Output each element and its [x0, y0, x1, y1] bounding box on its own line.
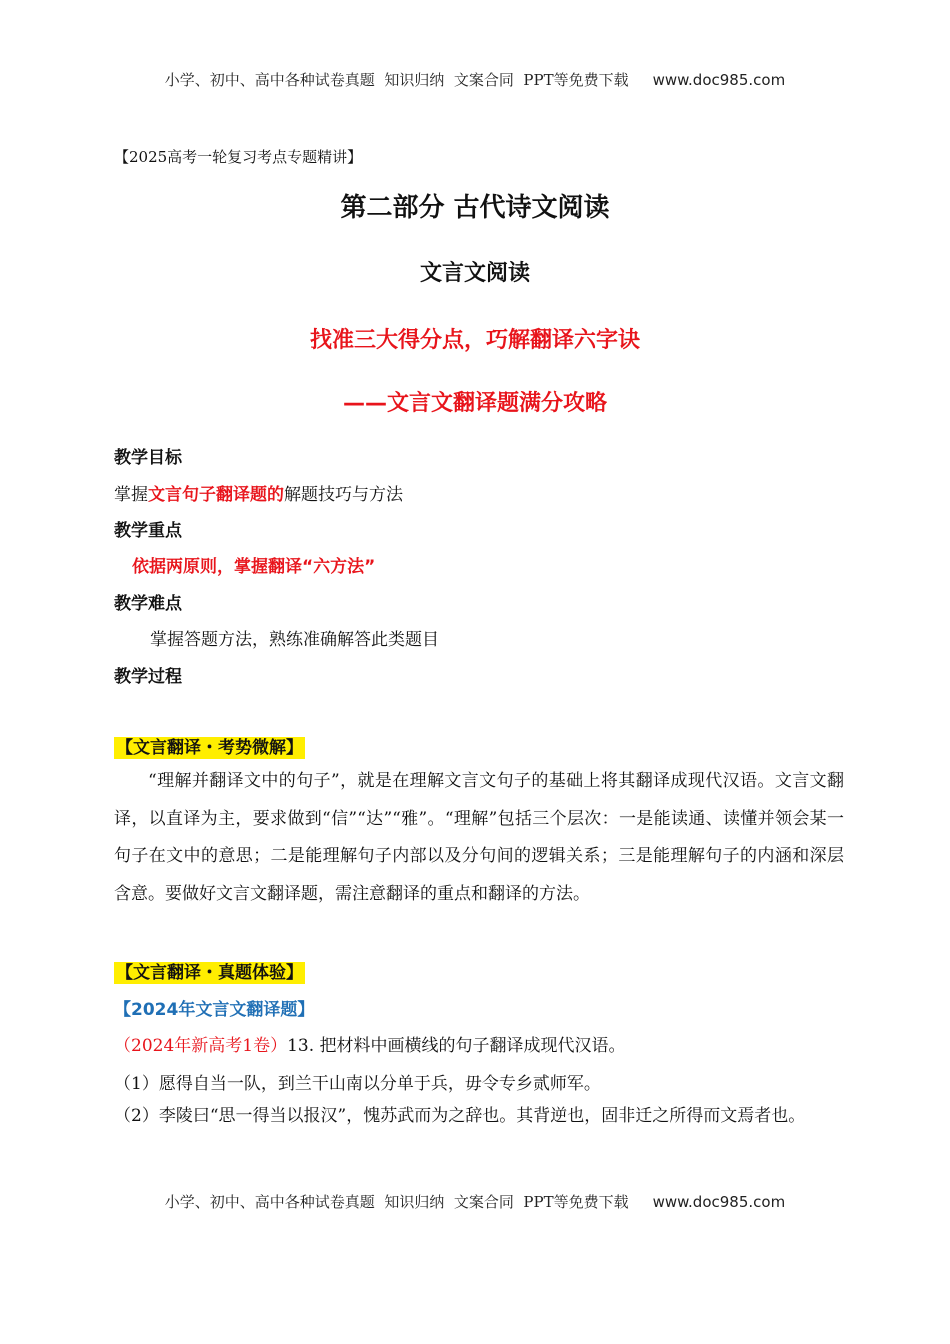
process-heading: 教学过程 [114, 667, 182, 687]
goal-heading: 教学目标 [114, 448, 182, 468]
section2-label-text: 【文言翻译・真题体验】 [116, 963, 303, 983]
footer-text: 小学、初中、高中各种试卷真题 知识归纳 文案合同 PPT等免费下载 [164, 1193, 629, 1211]
series-tag: 【2025高考一轮复习考点专题精讲】 [114, 148, 363, 166]
focus-text: 依据两原则，掌握翻译“六方法” [132, 557, 376, 577]
question-item-1: （1）愿得自当一队，到兰干山南以分单于兵，毋令专乡贰师军。 [114, 1074, 601, 1094]
focus-heading: 教学重点 [114, 521, 182, 541]
question-source: （2024年新高考1卷） [114, 1036, 288, 1056]
section1-label-text: 【文言翻译・考势微解】 [116, 738, 303, 758]
goal-post: 解题技巧与方法 [284, 485, 403, 505]
goal-text [114, 480, 403, 505]
difficulty-text: 掌握答题方法，熟练准确解答此类题目 [150, 630, 439, 650]
page-header [0, 69, 950, 90]
year-label: 【2024年文言文翻译题】 [114, 1000, 315, 1020]
section1-paragraph: “理解并翻译文中的句子”，就是在理解文言文句子的基础上将其翻译成现代汉语。文言文翻译，以直译为主，要求做到“信”“达”“雅”。“理解”包括三个层次：一是能读通、读懂并领会某一句子在文中的意思；二是能理解句子内部以及分句间的逻辑关系；三是能理解句子的内涵和深层含意。要做好文言文翻译题，需注意翻译的重点和翻译的方法。 [114, 771, 844, 904]
goal-highlight: 文言句子翻译题的 [148, 485, 284, 505]
section1-label [114, 733, 305, 758]
main-title: 找准三大得分点，巧解翻译六字诀 [309, 328, 640, 353]
header-text: 小学、初中、高中各种试卷真题 知识归纳 文案合同 PPT等免费下载 [164, 71, 629, 89]
question-line [114, 1031, 626, 1056]
footer-site[interactable]: www.doc985.com [652, 1193, 786, 1211]
subject-title: 文言文阅读 [419, 261, 530, 286]
goal-pre: 掌握 [114, 485, 148, 505]
section2-label [114, 958, 305, 983]
page-footer [0, 1191, 950, 1212]
question-item-2: （2）李陵曰“思一得当以报汉”，愧苏武而为之辞也。其背逆也，固非迁之所得而文焉者也。 [114, 1106, 806, 1126]
part-title: 第二部分 古代诗文阅读 [340, 193, 610, 223]
question-text: 13. 把材料中画横线的句子翻译成现代汉语。 [287, 1036, 626, 1056]
subtitle: ——文言文翻译题满分攻略 [342, 391, 607, 416]
header-site[interactable]: www.doc985.com [652, 71, 786, 89]
difficulty-heading: 教学难点 [114, 594, 182, 614]
